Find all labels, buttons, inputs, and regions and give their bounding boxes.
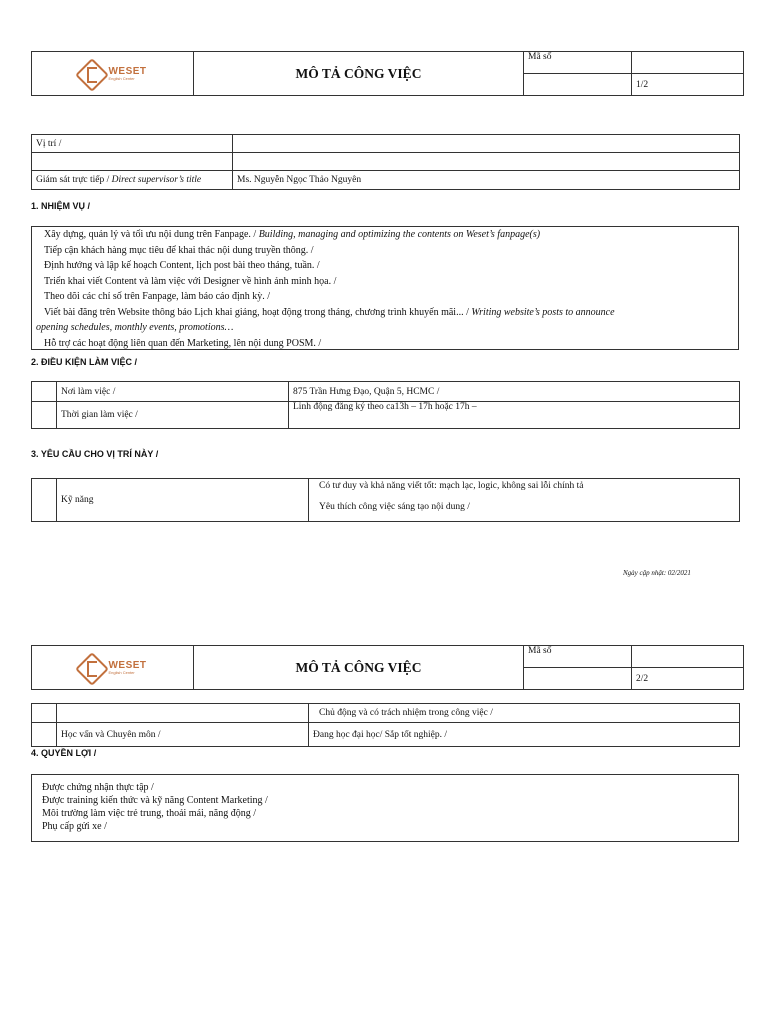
section-4-title: 4. QUYỀN LỢI / bbox=[31, 748, 97, 758]
benefits-box bbox=[31, 774, 739, 842]
task-text-en: Building, managing and optimizing the contents on Weset’s fanpage(s) bbox=[256, 229, 541, 240]
page-number: 1/2 bbox=[632, 74, 744, 96]
code-label-2: Mã số bbox=[524, 646, 632, 668]
benefit-item: Được training kiến thức và kỹ năng Content Marketing / bbox=[42, 795, 268, 806]
document-title-2: MÔ TẢ CÔNG VIỆC bbox=[194, 646, 524, 690]
weset-logo-icon-2 bbox=[78, 655, 104, 681]
skills-value bbox=[309, 479, 740, 522]
task-text-en: opening schedules, monthly events, promotions… bbox=[36, 322, 234, 333]
logo-cell-2 bbox=[32, 646, 194, 690]
task-item bbox=[36, 258, 615, 274]
worktime-value: Linh động đăng ký theo ca13h – 17h hoặc 17h – bbox=[289, 402, 740, 429]
code-value bbox=[632, 52, 744, 74]
info-table bbox=[31, 134, 740, 190]
benefits-list bbox=[42, 781, 268, 833]
workplace-value: 875 Trần Hưng Đạo, Quận 5, HCMC / bbox=[289, 382, 740, 402]
task-text: Xây dựng, quản lý và tối ưu nội dung trên Fanpage. / bbox=[44, 229, 257, 240]
workplace-label: Nơi làm việc / bbox=[57, 382, 289, 402]
task-item bbox=[36, 274, 615, 290]
code-blank bbox=[524, 74, 632, 96]
header-table-page-2 bbox=[31, 645, 744, 690]
update-date: Ngày cập nhật: 02/2021 bbox=[623, 569, 691, 577]
working-conditions-table bbox=[31, 381, 740, 429]
task-item bbox=[36, 289, 615, 305]
requirements-table bbox=[31, 478, 740, 522]
task-text: Định hướng và lập kế hoạch Content, lịch post bài theo tháng, tuần. / bbox=[44, 260, 320, 271]
task-text: Viết bài đăng trên Website thông báo Lịch khai giảng, hoạt động trong tháng, chương trình khuyến mãi... / bbox=[44, 306, 469, 318]
tasks-box bbox=[31, 226, 739, 350]
logo-cell bbox=[32, 52, 194, 96]
weset-logo bbox=[36, 61, 189, 87]
section-1-title: 1. NHIỆM VỤ / bbox=[31, 201, 91, 211]
position-label: Vị trí / bbox=[32, 135, 233, 153]
education-label: Học vấn và Chuyên môn / bbox=[57, 723, 309, 747]
header-table-page-1 bbox=[31, 51, 744, 96]
task-text: Theo dõi các chỉ số trên Fanpage, làm báo cáo định kỳ. / bbox=[44, 291, 271, 302]
code-value-2 bbox=[632, 646, 744, 668]
supervisor-label: Giám sát trực tiếp / Direct supervisor’s title bbox=[32, 171, 233, 190]
task-item bbox=[36, 227, 615, 243]
skills-line-2: Yêu thích công việc sáng tạo nội dung / bbox=[319, 502, 470, 512]
req-marker-1 bbox=[32, 479, 57, 522]
logo-name: WESET bbox=[108, 65, 147, 77]
skills-label: Kỹ năng bbox=[57, 479, 309, 522]
position-value bbox=[233, 135, 740, 153]
logo-subtitle: English Center bbox=[108, 75, 135, 81]
task-text: Hỗ trợ các hoạt động liên quan đến Marketing, lên nội dung POSM. / bbox=[44, 337, 322, 349]
proactive-value: Chủ động và có trách nhiệm trong công việc / bbox=[309, 704, 740, 723]
req-marker-3 bbox=[32, 723, 57, 747]
blank-label bbox=[32, 153, 233, 171]
req-blank-label bbox=[57, 704, 309, 723]
logo-name-2: WESET bbox=[108, 659, 147, 671]
task-text: Tiếp cận khách hàng mục tiêu để khai thác nội dung truyền thông. / bbox=[44, 244, 314, 256]
task-item bbox=[36, 320, 615, 336]
wc-marker-1 bbox=[32, 382, 57, 402]
req-marker-2 bbox=[32, 704, 57, 723]
tasks-list bbox=[36, 227, 615, 351]
task-text: Triển khai viết Content và làm việc với Designer về hình ảnh minh họa. / bbox=[44, 275, 337, 287]
worktime-label: Thời gian làm việc / bbox=[57, 402, 289, 429]
supervisor-value: Ms. Nguyễn Ngọc Thảo Nguyên bbox=[233, 171, 740, 190]
benefit-item: Môi trường làm việc trẻ trung, thoải mái, năng động / bbox=[42, 808, 256, 819]
requirements-table-continued bbox=[31, 703, 740, 747]
benefit-item: Phụ cấp gửi xe / bbox=[42, 821, 107, 832]
task-item bbox=[36, 305, 615, 321]
page-number-2: 2/2 bbox=[632, 668, 744, 690]
blank-value bbox=[233, 153, 740, 171]
code-label: Mã số bbox=[524, 52, 632, 74]
task-item bbox=[36, 336, 615, 352]
wc-marker-2 bbox=[32, 402, 57, 429]
document-title: MÔ TẢ CÔNG VIỆC bbox=[194, 52, 524, 96]
weset-logo-icon bbox=[78, 61, 104, 87]
section-2-title: 2. ĐIỀU KIỆN LÀM VIỆC / bbox=[31, 357, 138, 367]
benefit-item: Được chứng nhận thực tập / bbox=[42, 782, 154, 793]
weset-logo-2 bbox=[36, 655, 189, 681]
education-value: Đang học đại học/ Sắp tốt nghiệp. / bbox=[309, 723, 740, 747]
logo-subtitle-2: English Center bbox=[108, 669, 135, 675]
code-blank-2 bbox=[524, 668, 632, 690]
task-text-en: Writing website’s posts to announce bbox=[468, 306, 615, 318]
task-item bbox=[36, 243, 615, 259]
section-3-title: 3. YÊU CẦU CHO VỊ TRÍ NÀY / bbox=[31, 449, 159, 459]
skills-line-1: Có tư duy và khả năng viết tốt: mạch lạc, logic, không sai lỗi chính tả bbox=[319, 481, 584, 491]
